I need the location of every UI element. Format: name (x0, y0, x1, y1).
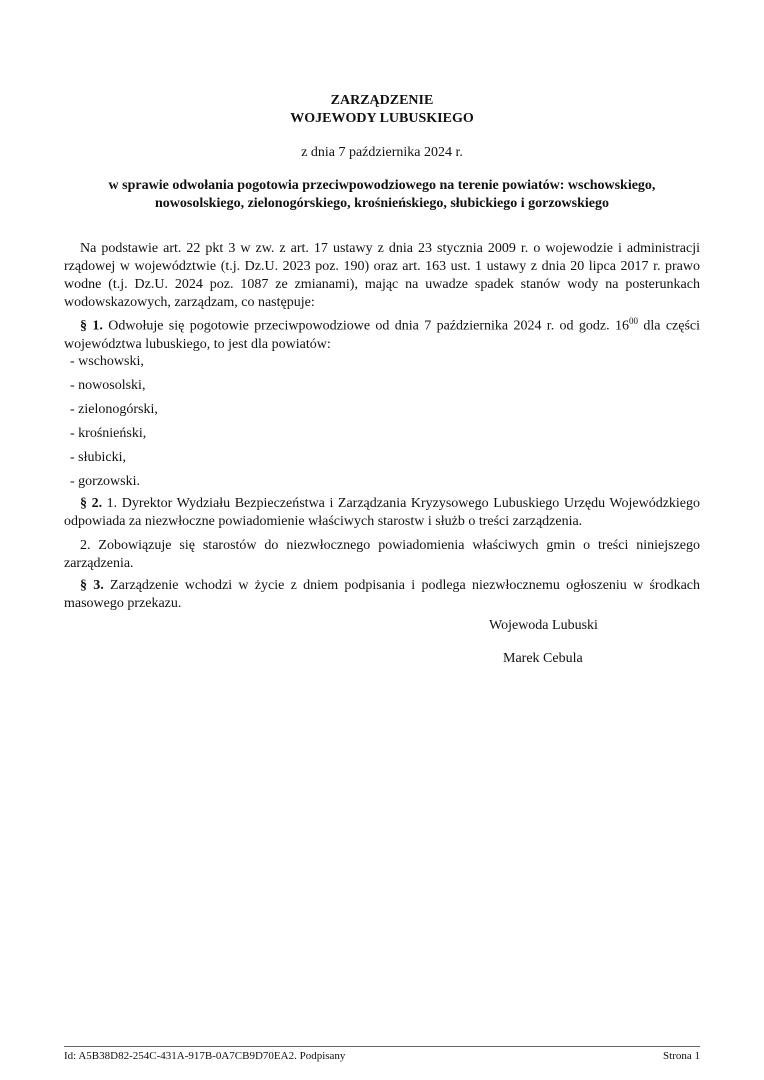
section-2-label: § 2. (80, 496, 103, 511)
document-subject (64, 177, 700, 213)
footer-divider (64, 1046, 700, 1047)
document-title (64, 92, 700, 128)
list-item: - krośnieński, (70, 426, 147, 441)
signature-name: Marek Cebula (503, 651, 583, 666)
signature-role: Wojewoda Lubuski (489, 618, 598, 633)
section-2-paragraph-1 (64, 495, 700, 531)
section-2-paragraph-2: 2. Zobowiązuje się starostów do niezwłocznego powiadomienia właściwych gmin o treści niniejszego zarządzenia. (64, 538, 700, 571)
section-3-label: § 3. (80, 578, 104, 593)
subject-line-1: w sprawie odwołania pogotowia przeciwpowodziowego na terenie powiatów: wschowskiego, (108, 178, 656, 193)
document-date: z dnia 7 października 2024 r. (301, 145, 463, 160)
list-item: - zielonogórski, (70, 402, 158, 417)
section-3-text: Zarządzenie wchodzi w życie z dniem podpisania i podlega niezwłocznemu ogłoszeniu w środkach masowego przekazu. (64, 578, 700, 611)
section-2-text-1: 1. Dyrektor Wydziału Bezpieczeństwa i Zarządzania Kryzysowego Lubuskiego Urzędu Wojewódzkiego odpowiada za niezwłoczne powiadomienie właściwych starostw i służb o treści zarządzenia. (64, 496, 701, 529)
subject-line-2: nowosolskiego, zielonogórskiego, krośnieńskiego, słubickiego i gorzowskiego (155, 196, 609, 211)
preamble: Na podstawie art. 22 pkt 3 w zw. z art. 17 ustawy z dnia 23 stycznia 2009 r. o wojewodzie i administracji rządowej w województwie (t.j. Dz.U. 2023 poz. 190) oraz art. 163 ust. 1 ustawy z dnia 20 lipca 2017 r. prawo wodne (t.j. Dz.U. 2024 poz. 1087 ze zmianami), mając na uwadze spadek stanów wody na posterunkach wodowskazowych, zarządzam, co następuje: (64, 241, 700, 310)
section-3 (64, 577, 700, 613)
list-item: - gorzowski. (70, 474, 140, 489)
document-id: Id: A5B38D82-254C-431A-917B-0A7CB9D70EA2. Podpisany (64, 1050, 346, 1062)
list-item: - wschowski, (70, 354, 144, 369)
title-line-1: ZARZĄDZENIE (330, 93, 434, 108)
section-1-label: § 1. (80, 318, 103, 334)
section-1-sup: 00 (629, 316, 638, 326)
section-1 (64, 312, 700, 354)
section-1-text-a: Odwołuje się pogotowie przeciwpowodziowe od dnia 7 października 2024 r. od godz. 16 (102, 318, 629, 334)
title-line-2: WOJEWODY LUBUSKIEGO (290, 111, 474, 126)
section-1-text-b: dla części województwa lubuskiego, to jest dla powiatów: (64, 318, 701, 352)
page-number: Strona 1 (663, 1050, 700, 1062)
list-item: - słubicki, (70, 450, 126, 465)
list-item: - nowosolski, (70, 378, 146, 393)
